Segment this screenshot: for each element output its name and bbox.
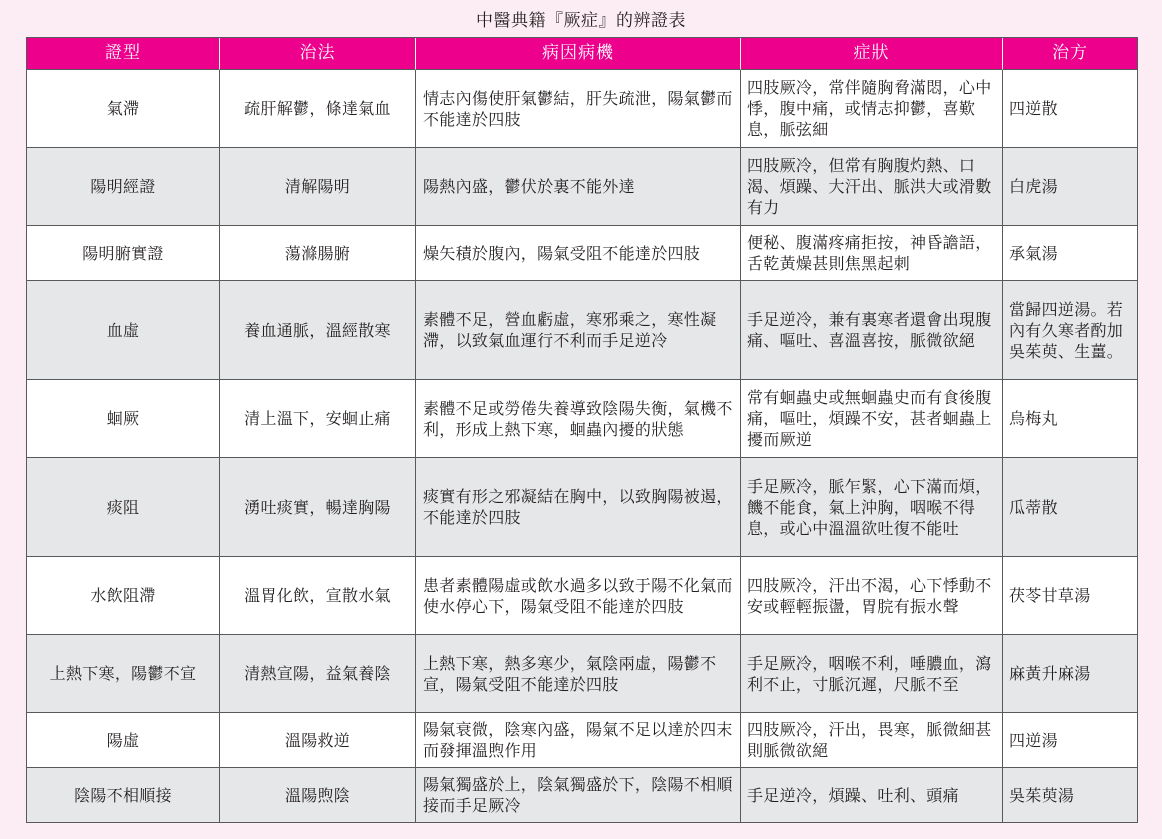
pathogenesis-cell: 陽熱內盛，鬱伏於裏不能外達	[416, 148, 741, 226]
table-row	[27, 713, 1137, 768]
prescription-cell: 瓜蒂散	[1003, 458, 1137, 557]
table-title: 中醫典籍『厥症』的辨證表	[476, 11, 686, 31]
prescription-cell: 承氣湯	[1003, 226, 1137, 281]
prescription-cell: 烏梅丸	[1003, 380, 1137, 458]
treatment-method-cell: 清上溫下，安蛔止痛	[220, 380, 416, 458]
pathogenesis-cell: 燥矢積於腹內，陽氣受阻不能達於四肢	[416, 226, 741, 281]
syndrome-type-cell: 血虛	[27, 281, 220, 380]
prescription-cell: 茯苓甘草湯	[1003, 557, 1137, 635]
syndrome-type-cell: 陰陽不相順接	[27, 768, 220, 822]
pathogenesis-cell: 患者素體陽虛或飲水過多以致于陽不化氣而使水停心下，陽氣受阻不能達於四肢	[416, 557, 741, 635]
pathogenesis-cell: 陽氣衰微，陰寒內盛，陽氣不足以達於四末而發揮溫煦作用	[416, 713, 741, 768]
pathogenesis-cell: 陽氣獨盛於上，陰氣獨盛於下，陰陽不相順接而手足厥冷	[416, 768, 741, 822]
syndrome-type-cell: 陽虛	[27, 713, 220, 768]
symptoms-cell: 手足厥冷，脈乍緊，心下滿而煩，饑不能食，氣上沖胸，咽喉不得息，或心中溫溫欲吐復不能吐	[741, 458, 1003, 557]
header-cell-syndrome-type: 證型	[27, 38, 220, 70]
syndrome-type-cell: 水飲阻滯	[27, 557, 220, 635]
treatment-method-cell: 溫陽救逆	[220, 713, 416, 768]
pathogenesis-cell: 上熱下寒，熱多寒少，氣陰兩虛，陽鬱不宣，陽氣受阻不能達於四肢	[416, 635, 741, 713]
table-row	[27, 458, 1137, 557]
header-cell-prescription: 治方	[1003, 38, 1137, 70]
pathogenesis-cell: 痰實有形之邪凝結在胸中，以致胸陽被遏，不能達於四肢	[416, 458, 741, 557]
syndrome-type-cell: 蛔厥	[27, 380, 220, 458]
table-row	[27, 148, 1137, 226]
prescription-cell: 白虎湯	[1003, 148, 1137, 226]
table-row	[27, 768, 1137, 822]
treatment-method-cell: 清熱宣陽，益氣養陰	[220, 635, 416, 713]
table-row	[27, 226, 1137, 281]
symptoms-cell: 四肢厥冷，汗出不渴，心下悸動不安或輕輕振盪，胃脘有振水聲	[741, 557, 1003, 635]
treatment-method-cell: 湧吐痰實，暢達胸陽	[220, 458, 416, 557]
prescription-cell: 四逆湯	[1003, 713, 1137, 768]
syndrome-type-cell: 陽明腑實證	[27, 226, 220, 281]
syndrome-type-cell: 氣滯	[27, 70, 220, 148]
treatment-method-cell: 蕩滌腸腑	[220, 226, 416, 281]
syndrome-table	[26, 37, 1138, 823]
table-row	[27, 281, 1137, 380]
header-cell-treatment-method: 治法	[220, 38, 416, 70]
pathogenesis-cell: 情志內傷使肝氣鬱結，肝失疏泄，陽氣鬱而不能達於四肢	[416, 70, 741, 148]
header-cell-symptoms: 症狀	[741, 38, 1003, 70]
treatment-method-cell: 溫胃化飲，宣散水氣	[220, 557, 416, 635]
table-row	[27, 635, 1137, 713]
pathogenesis-cell: 素體不足，營血虧虛，寒邪乘之，寒性凝滯，以致氣血運行不利而手足逆冷	[416, 281, 741, 380]
symptoms-cell: 手足逆冷，煩躁、吐利、頭痛	[741, 768, 1003, 822]
prescription-cell: 麻黃升麻湯	[1003, 635, 1137, 713]
treatment-method-cell: 清解陽明	[220, 148, 416, 226]
treatment-method-cell: 疏肝解鬱，條達氣血	[220, 70, 416, 148]
pathogenesis-cell: 素體不足或勞倦失養導致陰陽失衡，氣機不利，形成上熱下寒，蛔蟲內擾的狀態	[416, 380, 741, 458]
table-row	[27, 380, 1137, 458]
symptoms-cell: 常有蛔蟲史或無蛔蟲史而有食後腹痛，嘔吐，煩躁不安，甚者蛔蟲上擾而厥逆	[741, 380, 1003, 458]
table-header-row	[27, 38, 1137, 70]
syndrome-type-cell: 陽明經證	[27, 148, 220, 226]
symptoms-cell: 四肢厥冷，汗出，畏寒，脈微細甚則脈微欲絕	[741, 713, 1003, 768]
treatment-method-cell: 養血通脈，溫經散寒	[220, 281, 416, 380]
prescription-cell: 四逆散	[1003, 70, 1137, 148]
syndrome-type-cell: 痰阻	[27, 458, 220, 557]
table-row	[27, 557, 1137, 635]
prescription-cell: 吳茱萸湯	[1003, 768, 1137, 822]
prescription-cell: 當歸四逆湯。若內有久寒者酌加吳茱萸、生薑。	[1003, 281, 1137, 380]
symptoms-cell: 手足逆冷，兼有裏寒者還會出現腹痛、嘔吐、喜溫喜按，脈微欲絕	[741, 281, 1003, 380]
header-cell-pathogenesis: 病因病機	[416, 38, 741, 70]
symptoms-cell: 手足厥冷，咽喉不利，唾膿血，瀉利不止，寸脈沉遲，尺脈不至	[741, 635, 1003, 713]
syndrome-type-cell: 上熱下寒，陽鬱不宣	[27, 635, 220, 713]
symptoms-cell: 便秘、腹滿疼痛拒按，神昏譫語，舌乾黃燥甚則焦黑起刺	[741, 226, 1003, 281]
table-row	[27, 70, 1137, 148]
symptoms-cell: 四肢厥冷，但常有胸腹灼熱、口渴、煩躁、大汗出、脈洪大或滑數有力	[741, 148, 1003, 226]
symptoms-cell: 四肢厥冷，常伴隨胸脅滿悶，心中悸，腹中痛，或情志抑鬱，喜歎息，脈弦細	[741, 70, 1003, 148]
treatment-method-cell: 溫陽煦陰	[220, 768, 416, 822]
